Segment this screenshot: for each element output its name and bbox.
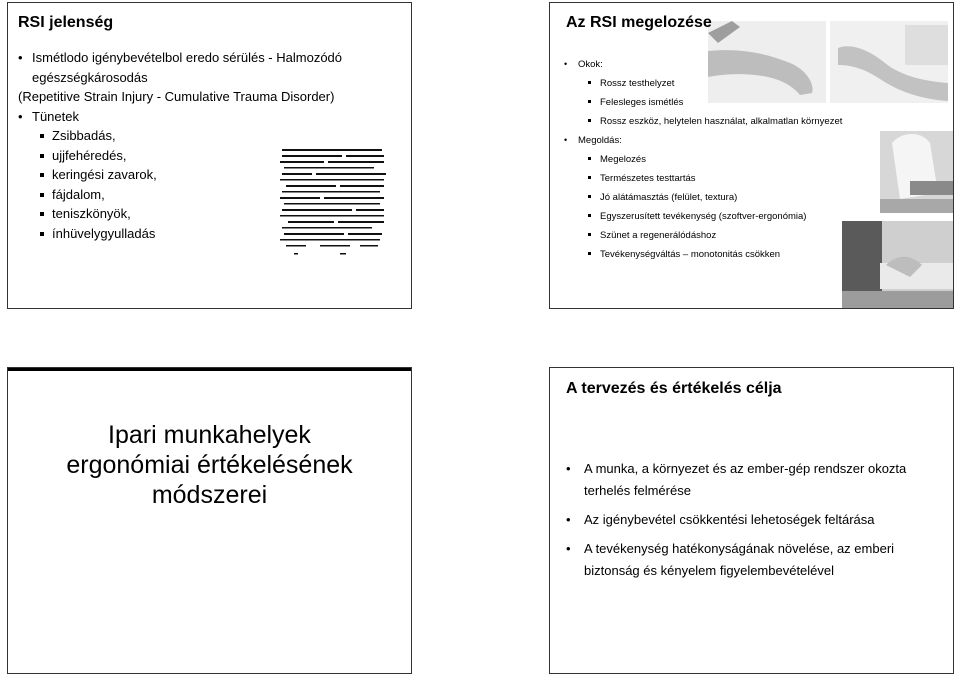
slide-section-title [7, 367, 412, 674]
section-title [8, 420, 411, 510]
scanned-text-image [280, 147, 388, 259]
symptom-item: Zsibbadás, [18, 126, 398, 146]
slide-rsi-prevention [549, 2, 954, 309]
slide-title: Az RSI megelozése [566, 14, 712, 31]
office-photo-1 [880, 131, 954, 213]
solution-item: Jó alátámasztás (felület, textura) [564, 188, 884, 207]
goal-line: terhelés felmérése [584, 483, 691, 498]
title-rule [8, 368, 411, 371]
slide-title: RSI jelenség [18, 14, 114, 31]
bullet-definition-cont: egészségkárosodás [32, 69, 148, 85]
bullet-definition: • Ismétlodo igénybevételbol eredo sérülés - Halmozódó [18, 48, 398, 68]
solution-item: Tevékenységváltás – monotonitás csökken [564, 245, 884, 264]
section-title-line: Ipari munkahelyek [108, 421, 311, 449]
solution-item: Természetes testtartás [564, 169, 884, 188]
section-title-line: módszerei [151, 481, 268, 509]
goal-line: biztonság és kényelem figyelembevételével [584, 563, 835, 578]
bullet-symptoms: • Tünetek [18, 107, 398, 127]
cause-item: Rossz testhelyzet [564, 74, 884, 93]
definition-english: (Repetitive Strain Injury - Cumulative Trauma Disorder) [18, 89, 335, 104]
bullet-causes: • Okok: [564, 55, 884, 74]
symptom-item: keringési zavarok, [18, 165, 398, 185]
goal-item [564, 509, 944, 531]
slide-title: A tervezés és értékelés célja [566, 380, 782, 397]
slide-rsi-phenomenon [7, 2, 412, 309]
solution-item: Szünet a regenerálódáshoz [564, 226, 884, 245]
solution-item: Egyszerusített tevékenység (szoftver-ergonómia) [564, 207, 884, 226]
symptom-item: teniszkönyök, [18, 204, 398, 224]
goal-item [564, 538, 944, 582]
goal-line: • Az igénybevétel csökkentési lehetoségek feltárása [584, 512, 875, 527]
slide-body [564, 55, 884, 264]
bullet-solution: • Megoldás: [564, 131, 884, 150]
cause-item: Rossz eszköz, helytelen használat, alkalmatlan környezet [564, 112, 884, 131]
section-title-line: ergonómiai értékelésének [66, 451, 353, 479]
slide-design-goals [549, 367, 954, 674]
goal-line: • A munka, a környezet és az ember-gép rendszer okozta [584, 461, 907, 476]
slide-body [564, 458, 944, 589]
symptom-item: ujjfehéredés, [18, 146, 398, 166]
cause-item: Felesleges ismétlés [564, 93, 884, 112]
symptom-item: ínhüvelygyulladás [18, 224, 398, 244]
goal-line: • A tevékenység hatékonyságának növelése, az emberi [584, 541, 895, 556]
solution-item: Megelozés [564, 150, 884, 169]
goal-item [564, 458, 944, 502]
symptom-item: fájdalom, [18, 185, 398, 205]
